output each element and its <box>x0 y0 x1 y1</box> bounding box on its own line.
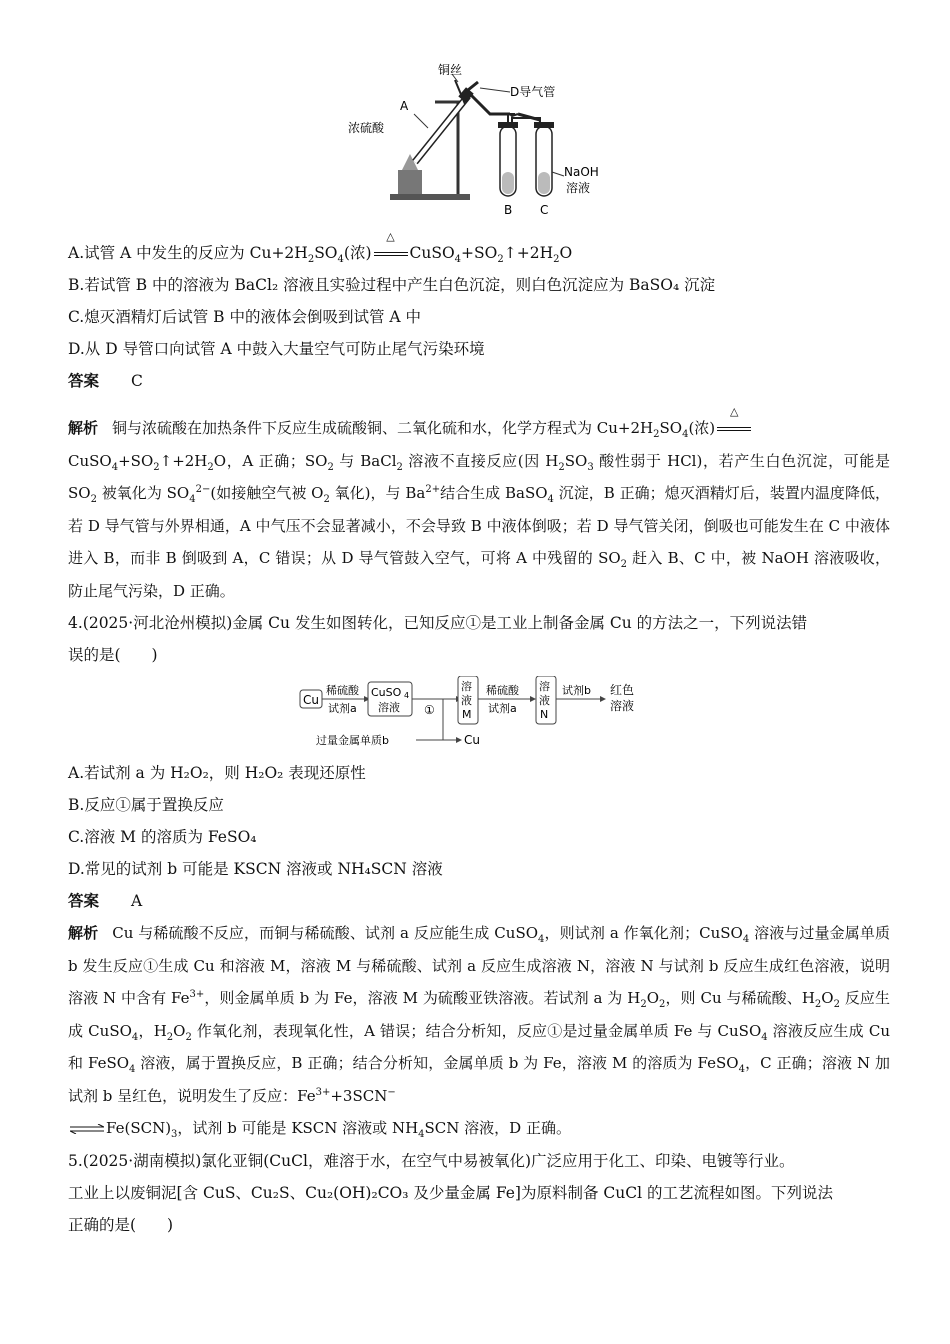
heat-condition-mark: △ <box>372 243 410 263</box>
q3-analysis: 解析 铜与浓硫酸在加热条件下反应生成硫酸铜、二氧化硫和水，化学方程式为 $Cu+2H_2SO_4$(浓) △ $CuSO_4+SO_2↑+2H_2O$，A 正确；$SO_2$ 与 BaCl$_2$ 溶液不直接反应(因 $H_2SO_3$ 酸性弱于 HCl)，若产生白色沉淀，可能是 $SO_2$ 被氧化为 $SO_4^{2-}$(如接触空气被 $O_2$ 氧化)，与 $Ba^{2+}$结合生成 BaSO$_4$ 沉淀，B 正确；熄灭酒精灯后，装置内温度降低，若 D 导气管与外界相通，A 中气压不会显著减小，不会导致 B 中液体倒吸；若 D 导气管关闭，倒吸也可能发生在 C 中液体进入 B，而非 B 倒吸到 A，C 错误；从 D 导气管鼓入空气，可将 A 中残留的 $SO_2$ 赶入 B、C 中，被 NaOH 溶液吸收，防止尾气污染，D 正确。 <box>68 405 890 600</box>
flow-step1: ① <box>424 703 435 717</box>
flow-acid1: 稀硫酸 <box>326 684 359 697</box>
answer-value: C <box>131 372 143 390</box>
flow-sol-n-1: 溶 <box>539 680 550 693</box>
label-solution: 溶液 <box>566 181 591 195</box>
flow-metal-b: 过量金属单质b <box>316 734 389 747</box>
q5-line1: 5.(2025·湖南模拟)氯化亚铜(CuCl，难溶于水，在空气中易被氧化)广泛应用于化工、印染、电镀等行业。 <box>68 1152 795 1170</box>
reversible-arrow <box>70 1124 104 1134</box>
label-tube-c: C <box>540 203 549 217</box>
flow-cu: Cu <box>303 693 319 707</box>
q4-option-b: B.反应①属于置换反应 <box>68 796 224 814</box>
alcohol-lamp <box>398 170 422 194</box>
label-tube-a: A <box>400 99 409 113</box>
flow-acid2: 稀硫酸 <box>486 684 519 697</box>
q3-answer <box>68 371 143 391</box>
label-conc-acid: 浓硫酸 <box>348 121 385 135</box>
flow-reagent-a1: 试剂a <box>328 702 357 715</box>
flow-red1: 红色 <box>610 683 635 697</box>
flow-reagent-b: 试剂b <box>562 684 591 697</box>
q4-flow-chart <box>298 676 648 756</box>
analysis-label: 解析 <box>68 924 99 942</box>
flow-cu-out: Cu <box>464 733 480 747</box>
label-tube-b: B <box>504 203 513 217</box>
label-naoh: NaOH <box>564 165 599 179</box>
flow-sol-m-1: 溶 <box>461 680 472 693</box>
flow-cuso4-sol: 溶液 <box>378 701 400 714</box>
q3-option-a-so2: +SO <box>461 244 498 262</box>
q4-analysis: 解析 Cu 与稀硫酸不反应，而铜与稀硫酸、试剂 a 反应能生成 CuSO$_4$，则试剂 a 作氧化剂；CuSO$_4$ 溶液与过量金属单质 b 发生反应①生成 Cu 和溶液 M，溶液 M 与稀硫酸、试剂 a 反应生成溶液 N，溶液 N 与试剂 b 反应生成红色溶液，说明溶液 N 中含有 $Fe^{3+}$，则金属单质 b 为 Fe，溶液 M 为硫酸亚铁溶液。若试剂 a 为 $H_2O_2$，则 Cu 与稀硫酸、$H_2O_2$ 反应生成 CuSO$_4$，$H_2O_2$ 作氧化剂，表现氧化性，A 错误；结合分析知，反应①是过量金属单质 Fe 与 CuSO$_4$ 溶液反应生成 Cu 和 FeSO$_4$ 溶液，属于置换反应，B 正确；结合分析知，金属单质 b 为 Fe，溶液 M 的溶质为 FeSO$_4$，C 正确；溶液 N 加试剂 b 呈红色，说明发生了反应：$Fe^{3+}+3SCN^-$ $Fe(SCN)_3$，试剂 b 可能是 KSCN 溶液或 $NH_4SCN$ 溶液，D 正确。 <box>68 924 890 1140</box>
q4-stem-line2: 误的是( ) <box>68 646 158 664</box>
q4-option-c: C.溶液 M 的溶质为 FeSO₄ <box>68 828 257 846</box>
flow-sol-m-2: 液 <box>461 694 472 707</box>
q4-option-a: A.若试剂 a 为 H₂O₂，则 H₂O₂ 表现还原性 <box>68 764 366 782</box>
flow-sol-n-3: N <box>540 708 549 721</box>
stand-base <box>390 194 470 200</box>
q3-option-c: C.熄灭酒精灯后试管 B 中的液体会倒吸到试管 A 中 <box>68 308 422 326</box>
q5-line2: 工业上以废铜泥[含 CuS、Cu₂S、Cu₂(OH)₂CO₃ 及少量金属 Fe]为原料制备 CuCl 的工艺流程如图。下列说法 <box>68 1184 833 1202</box>
answer-label: 答案 <box>68 371 100 390</box>
q3-option-d: D.从 D 导管口向试管 A 中鼓入大量空气可防止尾气污染环境 <box>68 340 485 358</box>
q3-option-b: B.若试管 B 中的溶液为 BaCl₂ 溶液且实验过程中产生白色沉淀，则白色沉淀应为 BaSO₄ 沉淀 <box>68 276 716 294</box>
flow-sol-m-3: M <box>462 708 472 721</box>
answer-label: 答案 <box>68 891 100 910</box>
q3-option-a-product: CuSO <box>409 244 455 262</box>
flow-cuso4: CuSO <box>371 686 402 699</box>
q5-line3: 正确的是( ) <box>68 1216 174 1234</box>
q3-option-a-water: ↑+2H <box>503 244 554 262</box>
flow-sol-n-2: 液 <box>539 694 550 707</box>
q4-answer <box>68 891 142 911</box>
q3-option-a: A.试管 A 中发生的反应为 $Cu+2H_2SO_4$(浓) △ $CuSO_4+SO_2↑+2H_2O$ <box>68 230 573 266</box>
analysis-label: 解析 <box>68 419 99 437</box>
flow-red2: 溶液 <box>610 699 635 713</box>
apparatus-figure <box>340 62 610 222</box>
q4-option-d: D.常见的试剂 b 可能是 KSCN 溶液或 NH₄SCN 溶液 <box>68 860 443 878</box>
flow-reagent-a2: 试剂a <box>488 702 517 715</box>
label-copper-wire: 铜丝 <box>438 63 463 77</box>
q4-stem-line1: 4.(2025·河北沧州模拟)金属 Cu 发生如图转化，已知反应①是工业上制备金属 Cu 的方法之一，下列说法错 <box>68 614 808 632</box>
svg-text:4: 4 <box>404 691 410 700</box>
answer-value: A <box>131 892 143 910</box>
label-d-tube: D导气管 <box>510 85 556 99</box>
q3-option-a-text: A.试管 A 中发生的反应为 Cu+2H <box>68 244 308 262</box>
